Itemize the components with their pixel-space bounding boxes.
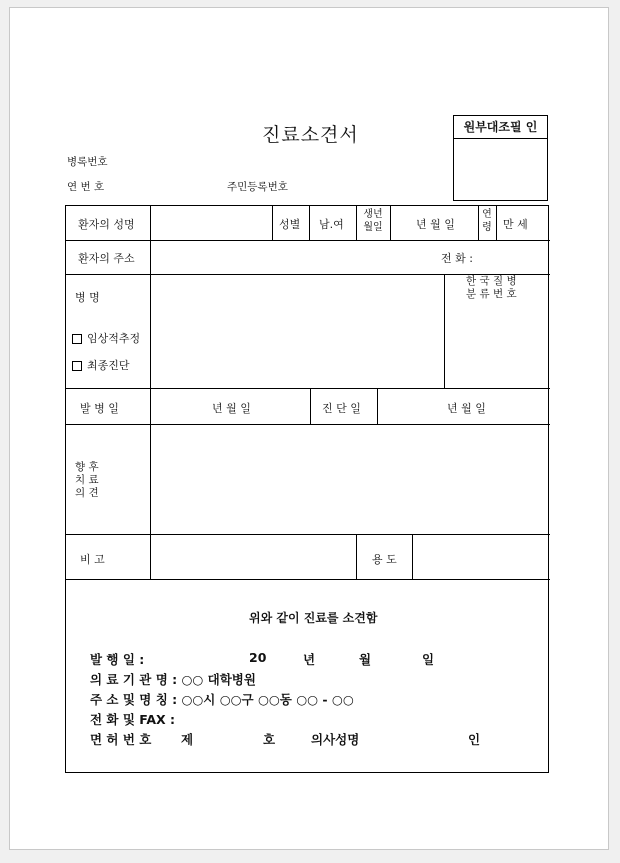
certificate-form: [65, 205, 549, 773]
row-divider: [66, 534, 550, 535]
onset-date-label: 발 병 일: [80, 402, 119, 415]
doctor-name-label: 의사성명: [311, 732, 360, 747]
document-page: [9, 7, 609, 850]
final-diagnosis-label: 최종진단: [87, 359, 130, 372]
clinical-estimate-option[interactable]: [72, 330, 140, 346]
column-divider: [272, 206, 273, 240]
stamp-label: 원부대조필 인: [454, 116, 547, 139]
page-title: 진료소견서: [262, 124, 359, 146]
sex-label: 성별: [279, 218, 301, 231]
year-unit: 년: [303, 652, 316, 667]
license-je: 제: [181, 732, 194, 747]
license-number-label: 면 허 번 호: [90, 732, 152, 747]
phone-label: 전 화 :: [441, 252, 473, 265]
row-divider: [66, 579, 550, 580]
final-diagnosis-checkbox[interactable]: [72, 361, 82, 371]
birthdate-label: 생년 월일: [363, 209, 383, 233]
disease-name-label: 병 명: [75, 291, 100, 304]
clinical-estimate-checkbox[interactable]: [72, 334, 82, 344]
hospital-name-line: 의 료 기 관 명 : ○○ 대학병원: [90, 672, 256, 687]
month-unit: 월: [359, 652, 372, 667]
phone-fax-line: 전 화 및 FAX :: [90, 712, 176, 727]
column-divider: [390, 206, 391, 240]
column-divider: [377, 388, 378, 424]
row-divider: [66, 240, 550, 241]
column-divider: [150, 206, 151, 579]
column-divider: [310, 388, 311, 424]
kcd-code-label: 한 국 질 병 분 류 번 호: [466, 275, 517, 300]
clinical-estimate-label: 임상적추정: [87, 332, 141, 345]
column-divider: [309, 206, 310, 240]
final-diagnosis-option[interactable]: [72, 357, 130, 373]
column-divider: [412, 534, 413, 579]
row-divider: [66, 388, 550, 389]
serial-number-label: 연 번 호: [67, 181, 105, 193]
birthdate-value: 년 월 일: [416, 218, 455, 231]
resident-number-label: 주민등록번호: [227, 181, 288, 193]
purpose-label: 용 도: [372, 553, 397, 566]
age-value: 만 세: [503, 218, 528, 231]
issue-year: 20: [249, 650, 267, 665]
future-treatment-label: 향 후 치 료 의 견: [75, 461, 99, 499]
issue-date-label: 발 행 일 :: [90, 652, 145, 667]
sex-options: 남.여: [319, 218, 344, 231]
address-line: 주 소 및 명 칭 : ○○시 ○○구 ○○동 ○○ - ○○: [90, 692, 354, 707]
column-divider: [356, 534, 357, 579]
license-ho: 호: [263, 732, 276, 747]
diagnosis-date-label: 진 단 일: [322, 402, 361, 415]
patient-name-label: 환자의 성명: [78, 218, 135, 231]
seal-label: 인: [468, 732, 481, 747]
diagnosis-date-value: 년 월 일: [447, 402, 486, 415]
column-divider: [496, 206, 497, 240]
column-divider: [444, 274, 445, 388]
address-label: 환자의 주소: [78, 252, 135, 265]
record-number-label: 병록번호: [67, 156, 108, 168]
age-label: 연 령: [482, 209, 492, 233]
statement-text: 위와 같이 진료를 소견함: [249, 611, 378, 625]
remarks-label: 비 고: [80, 553, 105, 566]
verification-stamp-box: [453, 115, 548, 201]
onset-date-value: 년 월 일: [212, 402, 251, 415]
row-divider: [66, 424, 550, 425]
day-unit: 일: [422, 652, 435, 667]
